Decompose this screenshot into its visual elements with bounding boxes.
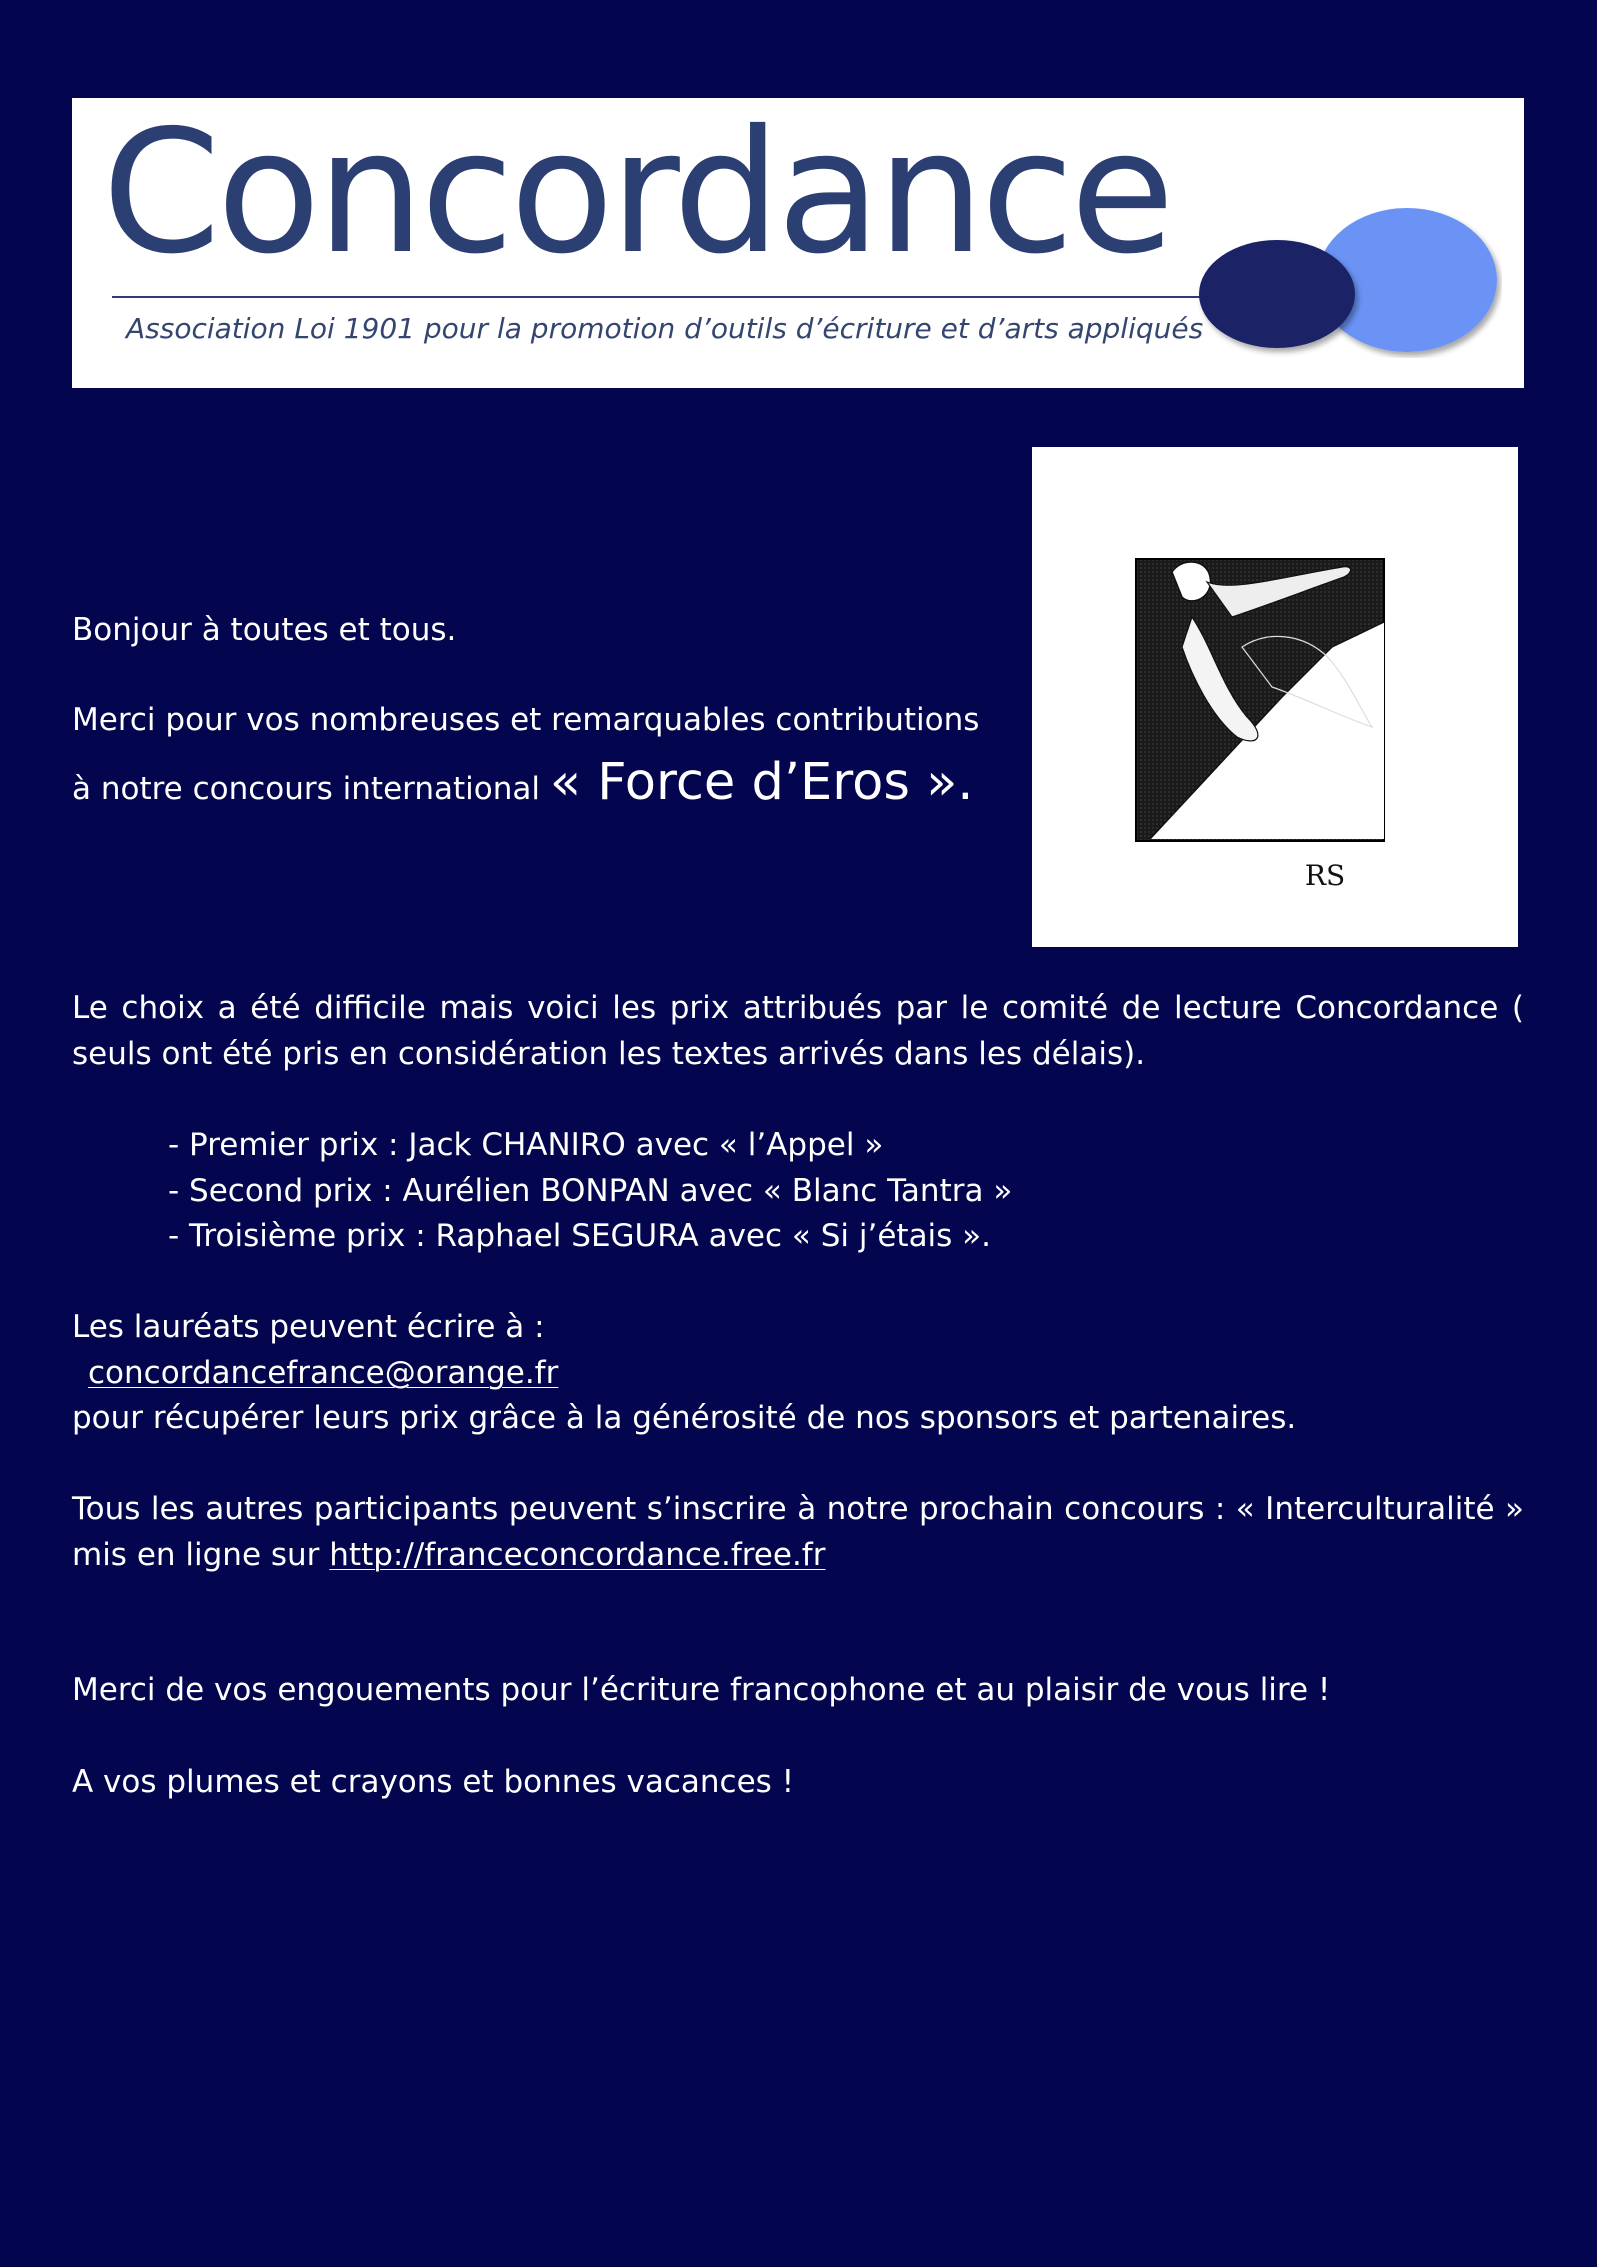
- contest-title: « Force d’Eros ».: [549, 753, 974, 812]
- winners-intro: Les lauréats peuvent écrire à :: [72, 1309, 545, 1345]
- brand-name: Concordance: [102, 94, 1171, 292]
- prize-third: - Troisième prix : Raphael SEGURA avec « Si j’étais ».: [168, 1218, 991, 1254]
- artwork-caption: RS: [1304, 859, 1346, 892]
- prize-first: - Premier prix : Jack CHANIRO avec « l’Appel »: [168, 1127, 884, 1163]
- closing-line: Merci de vos engouements pour l’écriture francophone et au plaisir de vous lire !: [72, 1672, 1331, 1708]
- greeting: Bonjour à toutes et tous.: [72, 612, 457, 648]
- header-banner: [72, 94, 1524, 388]
- thanks-line-2: [72, 753, 974, 812]
- brand-divider: [112, 296, 1242, 298]
- logo-dark-circle: [1199, 240, 1355, 348]
- prize-second: - Second prix : Aurélien BONPAN avec « Blanc Tantra »: [168, 1173, 1013, 1209]
- email-link[interactable]: concordancefrance@orange.fr: [88, 1355, 559, 1391]
- thanks-line-1: Merci pour vos nombreuses et remarquables contributions: [72, 702, 980, 738]
- winners-outro: pour récupérer leurs prix grâce à la générosité de nos sponsors et partenaires.: [72, 1400, 1297, 1436]
- brand-tagline: Association Loi 1901 pour la promotion d’outils d’écriture et d’arts appliqués: [126, 312, 1204, 345]
- choice-paragraph: Le choix a été difficile mais voici les prix attribués par le comité de lecture Concordance ( seuls ont été pris en considération les textes arrivés dans les délais).: [72, 990, 1524, 1072]
- others-text: Tous les autres participants peuvent s’inscrire à notre prochain concours : « Interculturalité » mis en ligne sur: [72, 1491, 1524, 1573]
- website-link[interactable]: http://franceconcordance.free.fr: [329, 1537, 826, 1573]
- others-paragraph: [72, 1486, 1524, 1578]
- signoff-line: A vos plumes et crayons et bonnes vacances !: [72, 1764, 795, 1800]
- logo-circles-icon: [1182, 208, 1502, 358]
- artwork-frame: [1032, 447, 1518, 947]
- winners-email-line: [88, 1350, 558, 1396]
- thanks-line-2-prefix: à notre concours international: [72, 771, 540, 807]
